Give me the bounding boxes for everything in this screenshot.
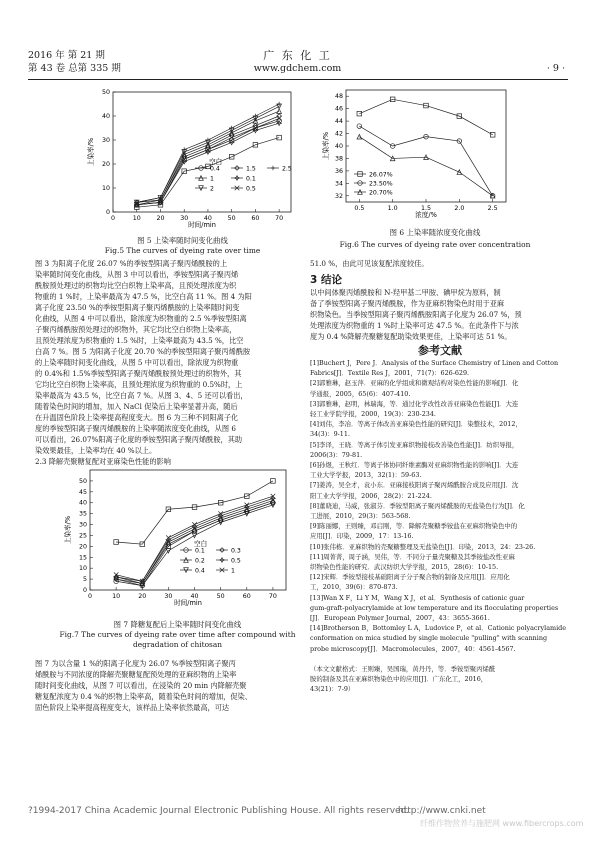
journal-url[interactable]: www.gdchem.com [253,63,342,74]
series-line [137,138,279,208]
x-tick-label: 70 [268,593,277,600]
figure-5-chart [85,86,295,236]
legend-title: 空白 [194,540,208,548]
legend-label: 1 [231,567,235,575]
text-line: 烯酰胺与不同浓度的降解壳聚糖复配预处理的亚麻织物的上染率 [35,670,237,679]
x-tick-label: 30 [180,215,189,222]
legend-label: 2.5 [282,165,292,173]
text-line: 它均比空白织物上染率高，且预处理浓度为织物重的 0.5%时，上 [35,380,243,389]
text-line: 染效果最佳，上染率均在 40 %以上。 [35,446,157,455]
legend-label: 0.3 [231,547,241,555]
citation-line: （本文文献格式：王则臻，吴国瑞，黄丹丹，等．季铵型聚丙烯酰 [310,665,496,673]
legend-title: 空白 [209,158,223,166]
y-tick-label: 30 [78,521,87,529]
x-tick-label: 40 [190,593,199,600]
y-tick-label: 36 [334,167,343,175]
right-paragraph-0: 51.0 %，由此可见该复配浓度较佳。 [310,259,429,268]
legend-label: 0.2 [195,557,205,565]
figure-6-chart [320,86,510,236]
text-line: 图 3 为阳离子化度 26.07 %的季铵型阳离子聚丙烯酰胺的上 [35,259,228,268]
y-tick-label: 44 [334,118,343,126]
reference-line: [5]李译，王晓．等离子体引发亚麻织物接枝改善染色性能[J]．纺织导报， [310,440,519,449]
data-point [357,124,362,129]
reference-line: [10]张伟栋．亚麻织物的壳聚糖整理及无盐染色[J]．印染，2013，24：23-26. [310,542,536,551]
x-tick-label: 50 [216,593,225,600]
series-line [137,121,279,205]
x-tick-label: 60 [251,215,260,222]
legend-label: 0.4 [195,567,205,575]
y-axis-label: 上染率/% [87,137,95,167]
reference-line: 34(3)：9-11. [310,430,350,439]
y-tick-label: 20 [101,161,110,168]
reference-line: [12]宋辉．季铵型接枝基础阳离子分子聚合物的制备及应用[J]．应用化 [310,573,510,582]
legend-label: 0.5 [246,185,256,193]
fig7-caption-en-2: degradation of chitosan [133,640,222,649]
text-line: 白高 7 %。图 5 为阳离子化度 20.70 %的季铵型阳离子聚丙烯酰胺 [35,347,251,356]
y-tick-label: 40 [334,143,343,150]
reference-line: [3]郭雅琳，赵明，林瑞海，等．通过化学改性改善亚麻染色性能[J]．大连 [310,399,519,408]
reference-line: 学通报，2005，65(6)：407-410. [310,389,411,398]
text-line: 化曲线，从图 4 中可以看出，除浓度为织物重的 2.5 %季铵型阳离 [35,314,247,323]
left-paragraph-2 [35,658,300,713]
reference-line: 织物染色性能的研究．武汉纺织大学学报，2015，28(6)：10-15. [310,563,499,572]
series-line [359,99,492,134]
reference-line: 应用[J]．印染，2009，17：13-16. [310,532,414,541]
y-tick-label: 38 [334,155,343,163]
data-point [490,133,495,138]
header-rule [28,79,568,80]
x-tick-label: 70 [275,215,284,222]
reference-line: 轻工业学院学报，2000，19(3)：230-234. [310,410,436,419]
y-tick-label: 40 [78,499,87,507]
legend-label: 0.4 [210,165,220,173]
data-point [277,109,282,114]
reference-line: conformation on mica studied by single molecule "pulling" with scanning [310,634,548,643]
reference-line: 工，2010，39(6)：870-873. [310,583,398,592]
citation-format [310,664,570,695]
legend-label: 2 [210,185,214,193]
x-tick-label: 0 [110,215,116,222]
citation-line: 43(21)：7-9） [310,685,355,694]
journal-name: 广 东 化 工 [263,49,332,62]
x-axis-label: 浓度/% [415,211,437,219]
y-tick-label: 34 [334,180,343,188]
data-point [271,166,276,171]
y-tick-label: 10 [101,185,110,192]
fig5-caption-cn: 图 5 上染率随时间变化曲线 [137,236,228,245]
x-tick-label: 1.0 [387,205,398,212]
reference-line: [14]Brotherson B，Bottomley L A，Ludovice P，et al．Cationic polyacrylamide [310,624,567,633]
y-tick-label: 25 [78,532,87,540]
reference-line: [7]姜涛，吴全才，袁小东．亚麻接枝阳离子聚丙烯酰胺合成及应用[J]．沈 [310,481,519,490]
x-tick-label: 50 [227,215,236,222]
series-line [137,118,279,204]
y-tick-label: 45 [78,488,87,496]
y-tick-label: 46 [334,105,343,113]
y-tick-label: 50 [78,477,87,485]
y-axis-label: 上染率/% [64,515,72,545]
y-axis-label: 上染率/% [322,131,330,161]
text-line: 物重的 1 %时，上染率最高为 47.5 %，比空白高 11 %。图 4 为阳 [35,292,252,301]
text-line: 糖复配浓度为 0.4 %的织物上染率高，随着染色时间的增加，促染、 [35,692,252,701]
issue-line: 2016 年 第 21 期 [28,50,105,61]
cnki-link[interactable]: http://www.cnki.net [398,806,486,816]
text-line: 度的季铵型阳离子聚丙烯酰胺的上染率随浓度变化曲线，从图 6 [35,424,236,433]
text-line: 在升温固色阶段上染率提高程度变大。图 6 为三种不同阳离子化 [35,413,239,422]
text-line: 备了季铵型阳离子聚丙烯酰胺，作为亚麻织物染色时用于亚麻 [310,299,505,308]
fig6-caption-en: Fig.6 The curves of dyeing rate over concentration [339,240,531,249]
data-point [206,147,211,152]
watermark-text: 纤维作物营养与施肥网 www.fibercrops.com [420,819,584,828]
text-line: 酰胺预处理过的织物均比空白织物上染率高，且预处理浓度为织 [35,281,237,290]
x-tick-label: 10 [132,215,141,222]
text-line: 子聚丙烯酰胺预处理过的织物外，其它均比空白织物上染率高， [35,325,237,334]
y-tick-label: 32 [334,192,343,200]
x-tick-label: 30 [164,593,173,600]
x-tick-label: 40 [203,215,212,222]
legend-label: 20.70% [369,189,393,197]
text-line: 随时间变化曲线，从图 7 可以看出，在浸染的 20 min 内降解壳聚 [35,681,247,690]
text-line: 处理浓度为织物重的 1 %时上染率可达 47.5 %。在此条件下与浓 [310,321,519,330]
y-tick-label: 15 [78,554,87,562]
y-tick-label: 20 [78,543,87,551]
text-line: 织物染色。当季铵型阳离子聚丙烯酰胺阳离子化度为 26.07 %，预 [310,310,522,319]
x-tick-label: 1.5 [420,205,432,212]
figure-7-chart [62,466,292,616]
conclusion-heading: 3 结论 [310,274,342,286]
data-point [277,116,282,121]
reference-line: 工业大学学报，2013，32(1)：59-63. [310,471,422,480]
text-line: 染率最高为 43.5 %，比空白高 7 %。从图 3、4、5 还可以看出， [35,391,248,400]
references-title: 参考文献 [418,344,462,357]
fig7-caption-en-1: Fig.7 The curves of dyeing rate over time after compound with [59,630,296,639]
reference-line: 2006(3)：79-81. [310,450,363,459]
fig6-caption-cn: 图 6 上染率随浓度变化曲线 [389,228,481,237]
y-tick-label: 0 [105,209,110,216]
reference-line: [8]董晓迪，马威，张淑芬．季铵型阳离子聚丙烯酰胺的无盐染色行为[J]．化 [310,501,525,510]
reference-line: [11]周菁菁，周子涵，吴伟，等．不同分子量壳聚糖及其季铵盐改性亚麻 [310,552,515,561]
x-tick-label: 2.0 [454,205,465,212]
text-line: 的上染率随时间变化曲线，从图 5 中可以看出，除浓度为织物重 [35,358,239,367]
left-paragraph-1 [35,258,300,456]
data-point [357,134,362,139]
x-tick-label: 2.5 [487,205,498,212]
x-tick-label: 0.5 [354,205,365,212]
reference-line: [J]．European Polymer Journal，2007，43：3655-3661. [310,614,490,623]
legend-label: 0.1 [246,175,256,183]
y-tick-label: 35 [78,510,87,518]
legend-label: 26.07% [369,171,393,179]
text-line: 以中间体聚丙烯酰胺和 N-羟甲基二甲胺、碘甲烷为原料，制 [310,288,501,297]
citation-line: 胺的制备及其在亚麻织物染色中的应用[J]．广东化工，2016， [310,675,488,684]
x-tick-label: 0 [87,593,93,600]
text-line: 固色阶段上染率提高程度变大，该样品上染率依然最高，可达 [35,703,230,712]
legend-label: 0.1 [195,547,205,555]
legend-label: 23.50% [369,180,393,188]
y-tick-label: 30 [101,137,110,144]
reference-line: Fabrics[J]．Textile Res J，2001，71(7)：626-629. [310,369,470,378]
reference-line: [4]刘伟，李冶．等离子体改善亚麻染色性能的研究[J]．染整技术，2012， [310,420,522,429]
text-line: 可以看出，26.07%阳离子化度的季铵型阳离子聚丙烯酰胺，其助 [35,435,243,444]
reference-list [310,358,570,654]
conclusion-paragraph [310,287,570,342]
text-line: 图 7 为以含量 1 %的阳离子化度为 26.07 %季铵型阳离子聚丙 [35,659,236,668]
data-point [253,126,258,131]
x-tick-label: 20 [138,593,147,600]
x-tick-label: 20 [156,215,165,222]
x-axis-label: 时间/min [188,221,216,229]
legend-label: 0.5 [231,557,241,565]
data-point [229,135,234,140]
legend-label: 1 [210,175,214,183]
y-tick-label: 48 [334,93,343,101]
reference-line: 工进展，2010，29(3)：563-568. [310,512,411,521]
x-tick-label: 10 [112,593,121,600]
reference-line: [9]陈丽娜，王则臻，邓启刚，等．降解壳聚糖季铵盐在亚麻织物染色中的 [310,522,518,531]
y-tick-label: 5 [82,576,87,584]
page-number: · 9 · [546,63,565,74]
data-point [357,111,362,116]
text-line: 随着染色时间的增加，加入 NaCl 促染后上染率显著升高，随后 [35,402,238,411]
y-tick-label: 0 [82,587,87,594]
fig5-caption-en: Fig.5 The curves of dyeing rate over time [104,246,261,255]
series-line [137,104,279,202]
text-line: 的 0.4%和 1.5%季铵型阳离子聚丙烯酰胺预处理过的织物外，其 [35,369,242,378]
text-line: 离子化度 23.50 %的季铵型阳离子聚丙烯酰胺的上染率随时间变 [35,303,240,312]
section-2-3-heading: 2.3 降解壳聚糖复配对亚麻染色性能的影响 [35,457,171,466]
reference-line: [6]孙煜，王秋红．等离子体协同纤维素酶对亚麻织物性能的影响[J]．大连 [310,461,519,470]
legend-label: 1.5 [246,165,256,173]
x-axis-label: 时间/min [174,599,202,607]
x-tick-label: 60 [242,593,251,600]
reference-line: gum-graft-polyacrylamide at low temperature and its flocculating properties [310,603,559,612]
reference-line: [13]Wan X F，Li Y M，Wang X J，et al．Synthesis of cationic guar [310,593,525,602]
text-line: 度为 0.4 %降解壳聚糖复配助染效果更佳，上染率可达 51 %。 [310,332,512,341]
text-line: 染率随时间变化曲线，从图 3 中可以看出，季铵型阳离子聚丙烯 [35,270,239,279]
reference-line: [1]Buchert J，Pere J．Analysis of the Surface Chemistry of Linen and Cotton [310,359,559,367]
reference-line: probe microscopy[J]．Macromolecules，2007，40：4561-4567. [310,644,516,653]
fig7-caption-cn: 图 7 降糖复配后上染率随时间变化曲线 [113,620,242,629]
text-line: 且预处理浓度为织物重的 1.5 %时，上染率最高为 43.5 %，比空 [35,336,244,345]
reference-line: [2]郭雅琳，赵玉萍．亚麻的化学组成和微观结构对染色性能的影响[J]．化 [310,379,519,388]
copyright-notice: ?1994-2017 China Academic Journal Electronic Publishing House. All rights reserved. [28,806,410,816]
y-tick-label: 42 [334,130,343,138]
y-tick-label: 40 [101,113,110,120]
volume-line: 第 43 卷 总第 335 期 [28,63,121,74]
reference-line: 阳工业大学学报，2006，28(2)：21-224. [310,491,432,500]
y-tick-label: 50 [101,89,110,96]
y-tick-label: 10 [78,565,87,573]
